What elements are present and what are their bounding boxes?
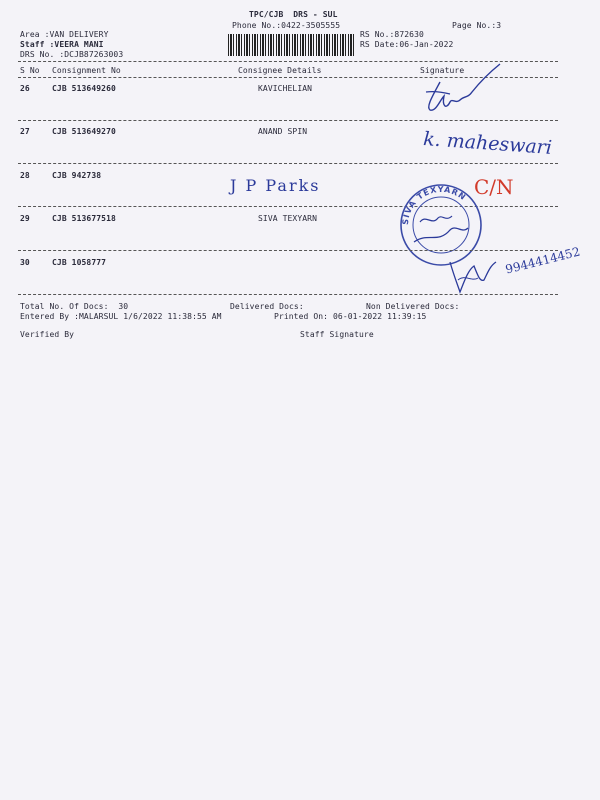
total-docs: Total No. Of Docs: 30 <box>20 302 129 311</box>
row-sno: 26 <box>20 84 30 93</box>
area-label: Area :VAN DELIVERY <box>20 30 109 39</box>
signature-row-30 <box>444 252 504 298</box>
divider <box>18 250 558 251</box>
divider <box>18 294 558 295</box>
divider <box>18 120 558 121</box>
row-consignment: CJB 942738 <box>52 171 102 180</box>
row-consignment: CJB 1058777 <box>52 258 107 267</box>
row-consignment: CJB 513649270 <box>52 127 116 136</box>
handwritten-note-row-28: C/N <box>474 175 514 199</box>
staff-signature-label: Staff Signature <box>300 330 374 339</box>
row-sno: 29 <box>20 214 30 223</box>
row-consignee: KAVICHELIAN <box>258 84 313 93</box>
entered-by: Entered By :MALARSUL 1/6/2022 11:38:55 AM <box>20 312 222 321</box>
handwritten-phone-row-30: 9944414452 <box>504 244 582 277</box>
stamp-text: SIVA TEXYARN <box>400 184 468 226</box>
verified-by-label: Verified By <box>20 330 75 339</box>
report-title: TPC/CJB DRS - SUL <box>249 10 338 19</box>
delivered-docs: Delivered Docs: <box>230 302 304 311</box>
signature-row-26 <box>420 62 510 122</box>
staff-label: Staff :VEERA MANI <box>20 40 104 49</box>
row-consignee: ANAND SPIN <box>258 127 308 136</box>
handwritten-name-row-28: J P Parks <box>230 176 321 195</box>
row-consignee: SIVA TEXYARN <box>258 214 317 223</box>
row-sno: 28 <box>20 171 30 180</box>
phone-number: Phone No.:0422-3505555 <box>232 21 341 30</box>
row-sno: 30 <box>20 258 30 267</box>
rs-number: RS No.:872630 <box>360 30 424 39</box>
row-consignment: CJB 513649260 <box>52 84 116 93</box>
divider <box>18 163 558 164</box>
non-delivered-docs: Non Delivered Docs: <box>366 302 460 311</box>
row-consignment: CJB 513677518 <box>52 214 116 223</box>
column-header-sno: S No <box>20 66 40 75</box>
handwritten-signature-row-27: k. maheswari <box>422 128 553 159</box>
rs-date: RS Date:06-Jan-2022 <box>360 40 454 49</box>
printed-on: Printed On: 06-01-2022 11:39:15 <box>274 312 427 321</box>
barcode <box>228 34 354 56</box>
row-sno: 27 <box>20 127 30 136</box>
column-header-consignee: Consignee Details <box>238 66 322 75</box>
drs-number: DRS No. :DCJB87263003 <box>20 50 124 59</box>
column-header-consignment: Consignment No <box>52 66 121 75</box>
column-header-signature: Signature <box>420 66 465 75</box>
page-number: Page No.:3 <box>452 21 502 30</box>
svg-text:SIVA TEXYARN <box>401 185 468 225</box>
